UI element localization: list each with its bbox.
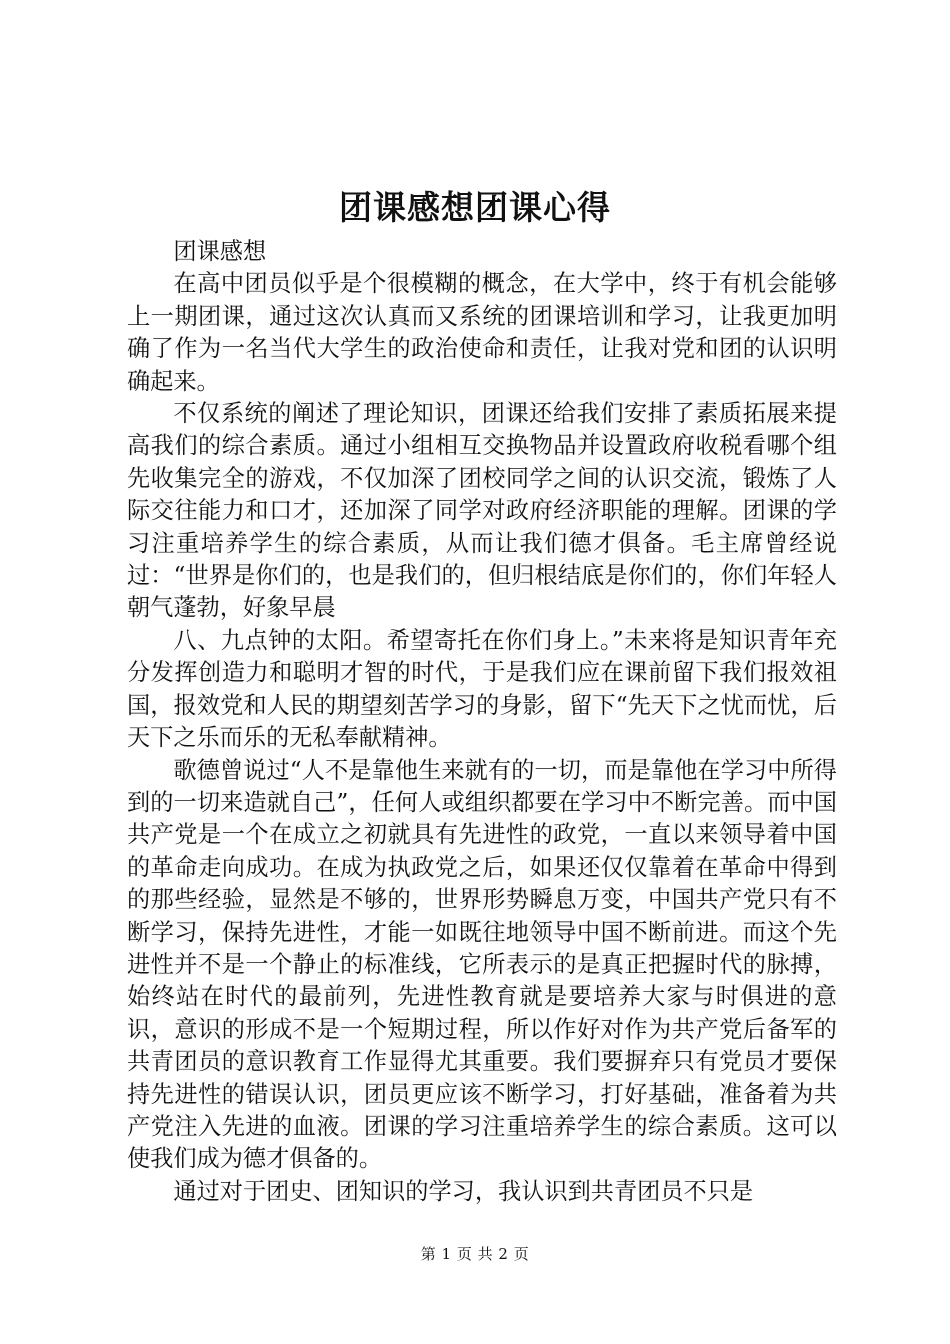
document-body bbox=[127, 236, 837, 1208]
paragraph: 歌德曾说过“人不是靠他生来就有的一切，而是靠他在学习中所得到的一切来造就自己”，任何人或组织都要在学习中不断完善。而中国共产党是一个在成立之初就具有先进性的政党，一直以来领导着中国的革命走向成功。在成为执政党之后，如果还仅仅靠着在革命中得到的那些经验，显然是不够的，世界形势瞬息万变，中国共产党只有不断学习，保持先进性，才能一如既往地领导中国不断前进。而这个先进性并不是一个静止的标准线，它所表示的是真正把握时代的脉搏，始终站在时代的最前列，先进性教育就是要培养大家与时俱进的意识，意识的形成不是一个短期过程，所以作好对作为共产党后备军的共青团员的意识教育工作显得尤其重要。我们要摒弃只有党员才要保持先进性的错误认识，团员更应该不断学习，打好基础，准备着为共产党注入先进的血液。团课的学习注重培养学生的综合素质。这可以使我们成为德才俱备的。 bbox=[127, 756, 837, 1173]
paragraph: 在高中团员似乎是个很模糊的概念，在大学中，终于有机会能够上一期团课，通过这次认真而又系统的团课培训和学习，让我更加明确了作为一名当代大学生的政治使命和责任，让我对党和团的认识明确起来。 bbox=[127, 270, 837, 395]
paragraph: 通过对于团史、团知识的学习，我认识到共青团员不只是 bbox=[173, 1177, 754, 1205]
paragraph-heading: 团课感想 bbox=[173, 238, 267, 265]
page-number-footer: 第 1 页 共 2 页 bbox=[420, 1245, 530, 1263]
paragraph: 八、九点钟的太阳。希望寄托在你们身上。”未来将是知识青年充分发挥创造力和聪明才智的时代，于是我们应在课前留下我们报效祖国，报效党和人民的期望刻苦学习的身影，留下“先天下之忧而忧，后天下之乐而乐的无私奉献精神。 bbox=[127, 626, 837, 752]
paragraph: 不仅系统的阐述了理论知识，团课还给我们安排了素质拓展来提高我们的综合素质。通过小组相互交换物品并设置政府收税看哪个组先收集完全的游戏，不仅加深了团校同学之间的认识交流，锻炼了人际交往能力和口才，还加深了同学对政府经济职能的理解。团课的学习注重培养学生的综合素质，从而让我们德才俱备。毛主席曾经说过：“世界是你们的，也是我们的，但归根结底是你们的，你们年轻人朝气蓬勃，好象早晨 bbox=[127, 400, 837, 622]
document-title: 团课感想团课心得 bbox=[339, 188, 611, 227]
